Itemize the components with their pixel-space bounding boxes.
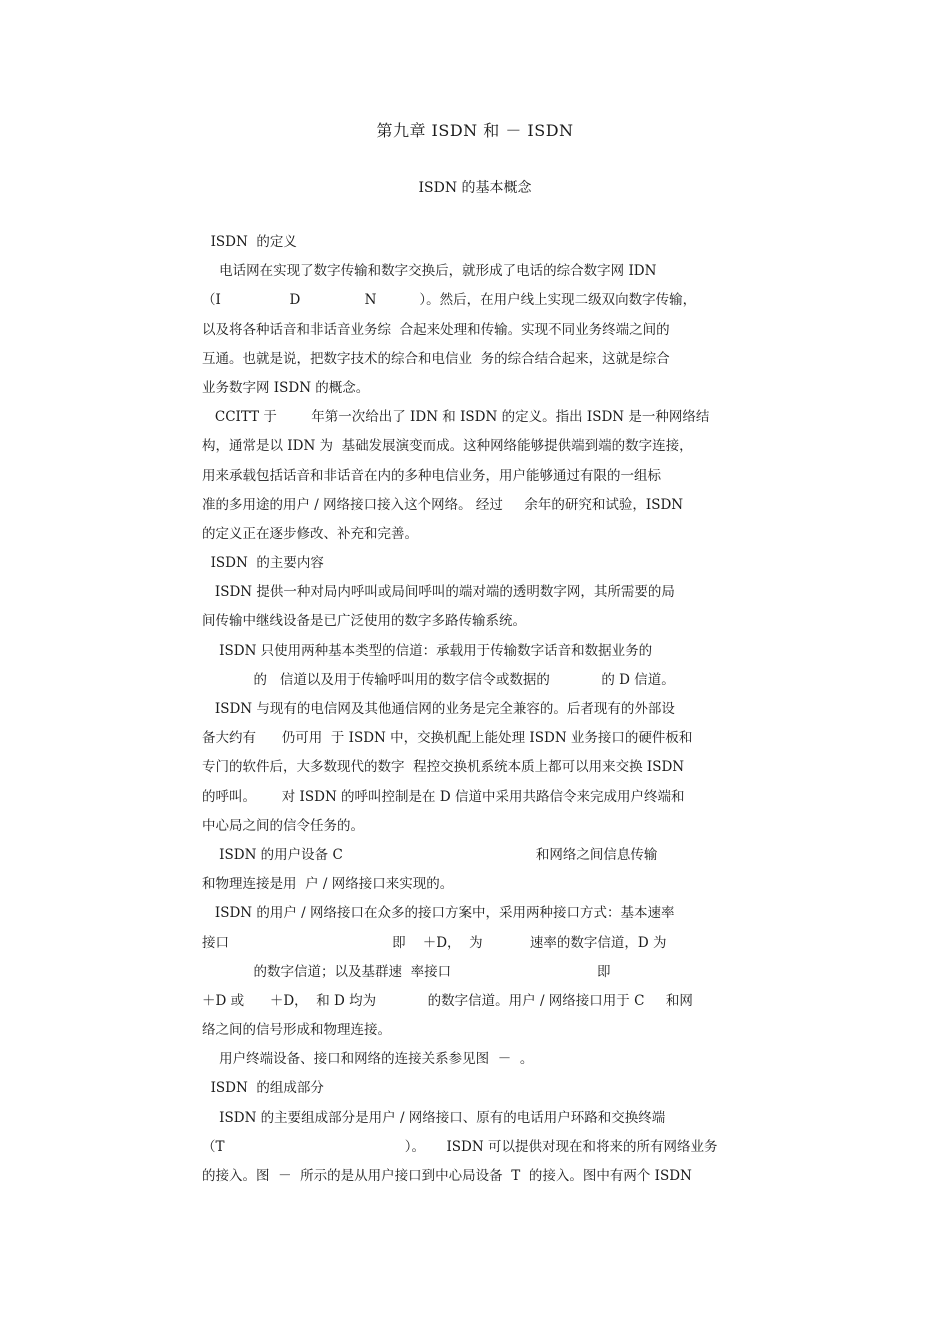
paragraph-line: （I D N ）。然后，在用户线上实现二级双向数字传输，: [202, 292, 697, 309]
paragraph-line: 中心局之间的信令任务的。: [202, 817, 364, 834]
paragraph-line: 专门的软件后，大多数现代的数字 程控交换机系统本质上都可以用来交换 ISDN: [202, 759, 685, 776]
paragraph-line: ISDN 的用户 / 网络接口在众多的接口方案中，采用两种接口方式：基本速率: [202, 905, 675, 922]
paragraph-line: 以及将各种话音和非话音业务综 合起来处理和传输。实现不同业务终端之间的: [202, 321, 670, 338]
paragraph-line: 接口 即 ＋D， 为 速率的数字信道，D 为: [202, 934, 667, 951]
subheading-definition: ISDN 的定义: [202, 234, 297, 250]
paragraph-line: 准的多用途的用户 / 网络接口接入这个网络。 经过 余年的研究和试验，ISDN: [202, 496, 684, 513]
paragraph-line: 电话网在实现了数字传输和数字交换后，就形成了电话的综合数字网 IDN: [202, 263, 657, 280]
paragraph-line: 用户终端设备、接口和网络的连接关系参见图 － 。: [202, 1051, 534, 1068]
paragraph-line: 的定义正在逐步修改、补充和完善。: [202, 525, 418, 542]
paragraph-line: ISDN 提供一种对局内呼叫或局间呼叫的端对端的透明数字网，其所需要的局: [202, 584, 675, 601]
paragraph-line: ISDN 与现有的电信网及其他通信网的业务是完全兼容的。后者现有的外部设: [202, 701, 675, 717]
paragraph-line: （T ）。 ISDN 可以提供对现在和将来的所有网络业务: [202, 1138, 718, 1155]
paragraph-line: ISDN 的用户设备 C 和网络之间信息传输: [202, 846, 658, 863]
paragraph-line: 和物理连接是用 户 / 网络接口来实现的。: [202, 876, 454, 893]
paragraph-line: ISDN 的主要组成部分是用户 / 网络接口、原有的电话用户环路和交换终端: [202, 1109, 666, 1126]
paragraph-line: 构，通常是以 IDN 为 基础发展演变而成。这种网络能够提供端到端的数字连接，: [202, 438, 693, 455]
subheading-main-content: ISDN 的主要内容: [202, 555, 324, 572]
paragraph-line: 的呼叫。 对 ISDN 的呼叫控制是在 D 信道中采用共路信令来完成用户终端和: [202, 788, 685, 805]
chapter-title: 第九章 ISDN 和 － ISDN: [376, 121, 574, 140]
document-body: [202, 228, 758, 1191]
paragraph-line: 备大约有 仍可用 于 ISDN 中，交换机配上能处理 ISDN 业务接口的硬件板和: [202, 730, 693, 747]
paragraph-line: CCITT 于 年第一次给出了 IDN 和 ISDN 的定义。指出 ISDN 是一种网络结: [202, 409, 710, 426]
paragraph-line: 互通。也就是说，把数字技术的综合和电信业 务的综合结合起来，这就是综合: [202, 350, 670, 367]
paragraph-line: 用来承载包括话音和非话音在内的多种电信业务，用户能够通过有限的一组标: [202, 467, 661, 484]
paragraph-line: 的接入。图 － 所示的是从用户接口到中心局设备 T 的接入。图中有两个 ISDN: [202, 1168, 692, 1184]
paragraph-line: ISDN 只使用两种基本类型的信道：承载用于传输数字话音和数据业务的: [202, 642, 653, 659]
paragraph-line: ＋D 或 ＋D， 和 D 均为 的数字信道。用户 / 网络接口用于 C 和网: [202, 992, 693, 1009]
paragraph-line: 间传输中继线设备是已广泛使用的数字多路传输系统。: [202, 613, 526, 630]
subheading-components: ISDN 的组成部分: [202, 1080, 324, 1097]
paragraph-line: 络之间的信号形成和物理连接。: [202, 1022, 391, 1039]
paragraph-line: 的 信道以及用于传输呼叫用的数字信令或数据的 的 D 信道。: [202, 671, 675, 688]
paragraph-line: 的数字信道；以及基群速 率接口 即: [202, 963, 637, 980]
paragraph-line: 业务数字网 ISDN 的概念。: [202, 379, 370, 396]
section-title: ISDN 的基本概念: [418, 180, 532, 196]
